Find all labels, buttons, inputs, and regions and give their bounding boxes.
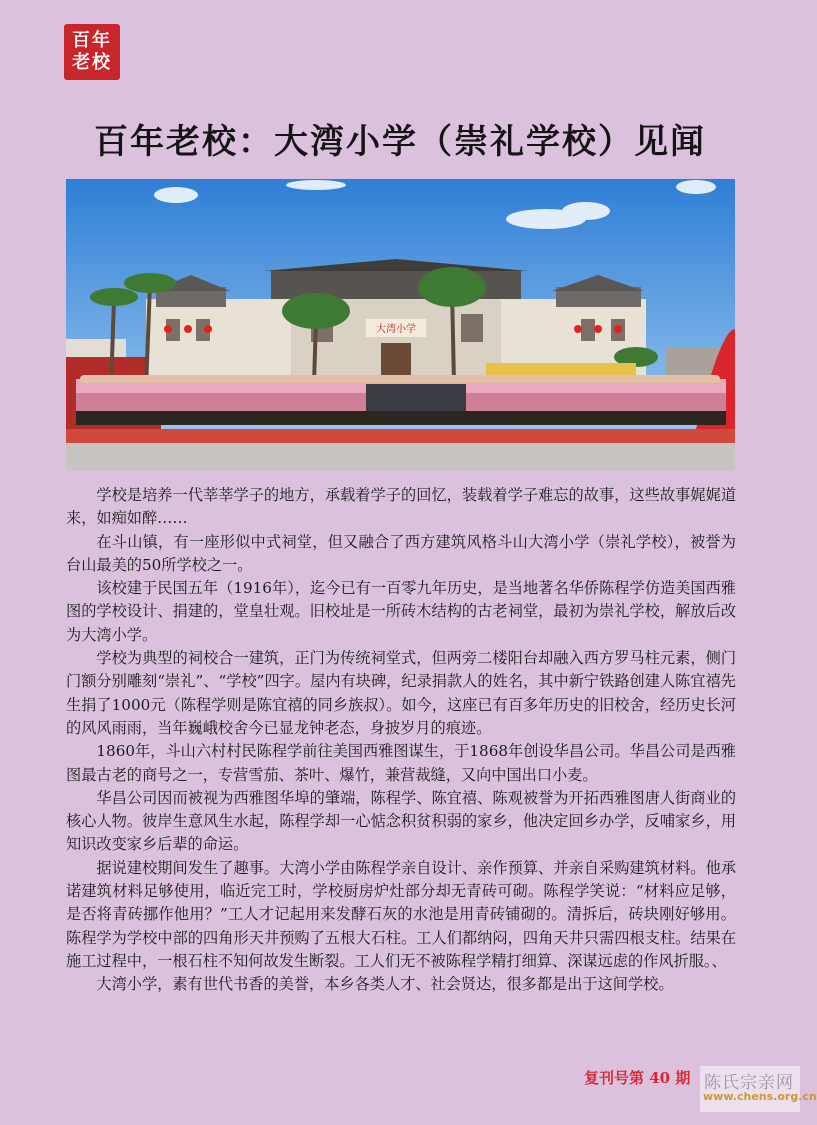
paragraph: 在斗山镇，有一座形似中式祠堂，但又融合了西方建筑风格斗山大湾小学（崇礼学校），被誉为台山最美的50所学校之一。 bbox=[66, 532, 736, 574]
building-sign: 大湾小学 bbox=[376, 324, 416, 335]
issue-number: 复刊号第 40 期 bbox=[584, 1069, 691, 1087]
page-title: 百年老校：大湾小学（崇礼学校）见闻 bbox=[94, 122, 706, 162]
paragraph: 学校为典型的祠校合一建筑，正门为传统祠堂式，但两旁二楼阳台却融入西方罗马柱元素，侧门门额分别雕刻“崇礼”、“学校”四字。屋内有块碑，纪录捐款人的姓名，其中新宁铁路创建人陈宜禧先生捐了1000元（陈程学则是陈宜禧的同乡族叔）。如今，这座已有百多年历史的旧校舍，经历史长河的风风雨雨，当年巍峨校舍今已显龙钟老态，身披岁月的痕迹。 bbox=[66, 649, 736, 737]
paragraph: 该校建于民国五年（1916年），迄今已有一百零九年历史，是当地著名华侨陈程学仿造美国西雅图的学校设计、捐建的，堂皇壮观。旧校址是一所砖木结构的古老祠堂，最初为崇礼学校，解放后改为大湾小学。 bbox=[66, 579, 736, 644]
article-body bbox=[66, 484, 736, 997]
watermark-name: 陈氏宗亲网 bbox=[704, 1073, 794, 1093]
watermark-url: www.chens.org.cn bbox=[703, 1090, 817, 1103]
paragraph: 据说建校期间发生了趣事。大湾小学由陈程学亲自设计、亲作预算、并亲自采购建筑材料。他承诺建筑材料足够使用，临近完工时，学校厨房炉灶部分却无青砖可砌。陈程学笑说：“材料应足够，是否将青砖挪作他用？”工人才记起用来发酵石灰的水池是用青砖铺砌的。清拆后，砖块刚好够用。陈程学为学校中部的四角形天井预购了五根大石柱。工人们都纳闷，四角天井只需四根支柱。结果在施工过程中，一根石柱不知何故发生断裂。工人们无不被陈程学精打细算、深谋远虑的作风折服。、 bbox=[66, 858, 736, 970]
logo-badge bbox=[64, 24, 120, 80]
paragraph: 大湾小学，素有世代书香的美誉，本乡各类人才、社会贤达，很多都是出于这间学校。 bbox=[96, 975, 674, 994]
logo-line-2: 老校 bbox=[72, 52, 112, 73]
logo-line-1: 百年 bbox=[72, 30, 112, 51]
paragraph: 1860年，斗山六村村民陈程学前往美国西雅图谋生，于1868年创设华昌公司。华昌公司是西雅图最古老的商号之一，专营雪茄、茶叶、爆竹，兼营裁缝，又向中国出口小麦。 bbox=[66, 742, 736, 784]
paragraph: 华昌公司因而被视为西雅图华埠的肇端，陈程学、陈宜禧、陈观被誉为开拓西雅图唐人街商业的核心人物。彼岸生意风生水起，陈程学却一心惦念积贫积弱的家乡，他决定回乡办学，反哺家乡，用知识改变家乡后辈的命运。 bbox=[66, 788, 736, 854]
paragraph: 学校是培养一代莘莘学子的地方，承载着学子的回忆，装载着学子难忘的故事，这些故事娓娓道来，如痴如醉…… bbox=[66, 486, 736, 528]
watermark bbox=[700, 1066, 817, 1112]
group-photo bbox=[66, 179, 735, 471]
group-photo-illustration bbox=[66, 179, 735, 471]
